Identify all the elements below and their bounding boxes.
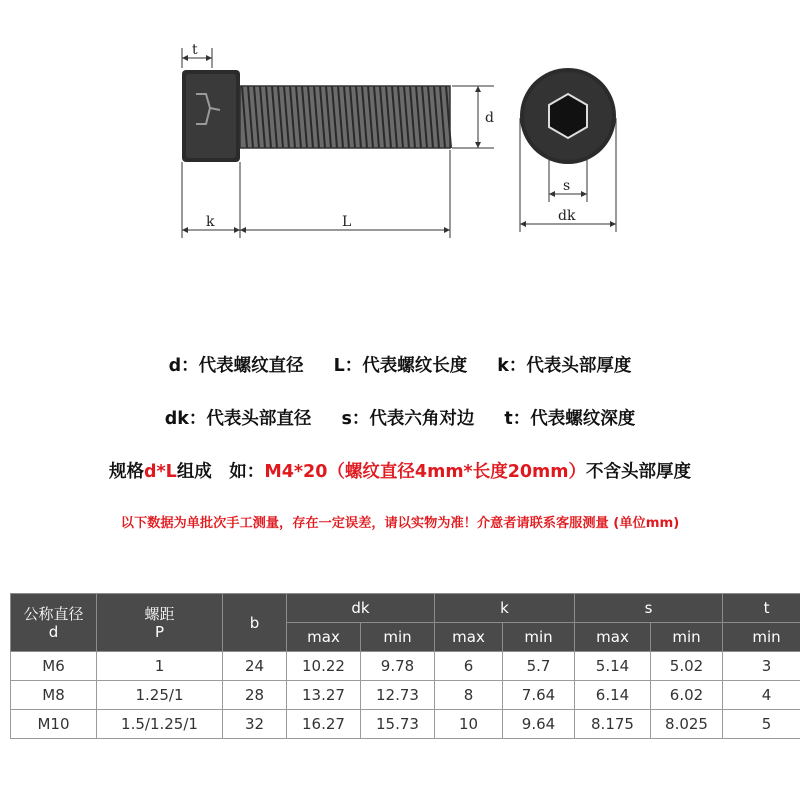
header-pitch: 螺距 P <box>97 594 223 652</box>
table-cell: 8.175 <box>575 710 651 739</box>
screw-side-view <box>182 70 451 162</box>
spec-suffix: 不含头部厚度 <box>586 462 692 482</box>
header-s-min: min <box>651 623 723 652</box>
screw-top-view <box>520 68 616 164</box>
header-k-max: max <box>435 623 503 652</box>
header-t-min: min <box>723 623 800 652</box>
table-cell: 8 <box>435 681 503 710</box>
table-cell: 16.27 <box>287 710 361 739</box>
table-cell: 1 <box>97 652 223 681</box>
table-row <box>11 710 800 739</box>
table-cell: 8.025 <box>651 710 723 739</box>
header-s-max: max <box>575 623 651 652</box>
dim-label-d: d <box>485 110 494 126</box>
table-cell: 6.14 <box>575 681 651 710</box>
legend-line-2 <box>0 405 800 430</box>
table-cell: 9.64 <box>503 710 575 739</box>
table-row <box>11 652 800 681</box>
table-cell: 5.14 <box>575 652 651 681</box>
table-cell: 1.5/1.25/1 <box>97 710 223 739</box>
spec-mid: 组成 如： <box>176 462 265 482</box>
table-cell: 3 <box>723 652 800 681</box>
legend-d: d：代表螺纹直径 <box>168 356 304 376</box>
header-k: k <box>435 594 575 623</box>
dim-label-k: k <box>206 214 215 230</box>
table-cell: 7.64 <box>503 681 575 710</box>
spec-example: M4*20（螺纹直径4mm*长度20mm） <box>264 462 587 482</box>
header-k-min: min <box>503 623 575 652</box>
spec-table <box>10 593 800 739</box>
spec-example-line <box>0 458 800 483</box>
table-cell: M6 <box>11 652 97 681</box>
screw-technical-drawing <box>0 0 800 300</box>
table-cell: 24 <box>223 652 287 681</box>
table-cell: M8 <box>11 681 97 710</box>
table-cell: 5.7 <box>503 652 575 681</box>
table-cell: 5.02 <box>651 652 723 681</box>
spec-prefix: 规格 <box>108 462 144 482</box>
dim-label-L: L <box>342 214 352 230</box>
table-cell: 6 <box>435 652 503 681</box>
table-cell: 9.78 <box>361 652 435 681</box>
spec-formula: d*L <box>143 462 177 482</box>
table-cell: 4 <box>723 681 800 710</box>
header-s: s <box>575 594 723 623</box>
table-cell: 1.25/1 <box>97 681 223 710</box>
table-cell: 10.22 <box>287 652 361 681</box>
table-row <box>11 681 800 710</box>
legend-k: k：代表头部厚度 <box>497 356 632 376</box>
table-cell: 5 <box>723 710 800 739</box>
table-cell: 28 <box>223 681 287 710</box>
legend-line-1 <box>0 352 800 377</box>
table-cell: 32 <box>223 710 287 739</box>
dim-label-t: t <box>192 42 198 58</box>
table-cell: 10 <box>435 710 503 739</box>
table-cell: M10 <box>11 710 97 739</box>
header-b: b <box>223 594 287 652</box>
table-cell: 13.27 <box>287 681 361 710</box>
legend-L: L：代表螺纹长度 <box>333 356 468 376</box>
legend-s: s：代表六角对边 <box>341 409 475 429</box>
header-dk-min: min <box>361 623 435 652</box>
table-cell: 12.73 <box>361 681 435 710</box>
legend-dk: dk：代表头部直径 <box>164 409 312 429</box>
measurement-note: 以下数据为单批次手工测量，存在一定误差，请以实物为准！介意者请联系客服测量 (单位mm) <box>120 516 680 531</box>
header-dk: dk <box>287 594 435 623</box>
table-cell: 6.02 <box>651 681 723 710</box>
header-t: t <box>723 594 800 623</box>
table-cell: 15.73 <box>361 710 435 739</box>
header-dk-max: max <box>287 623 361 652</box>
dim-label-dk: dk <box>558 208 576 224</box>
legend-t: t：代表螺纹深度 <box>504 409 636 429</box>
header-nominal-diameter: 公称直径 d <box>11 594 97 652</box>
dim-label-s: s <box>563 178 571 194</box>
